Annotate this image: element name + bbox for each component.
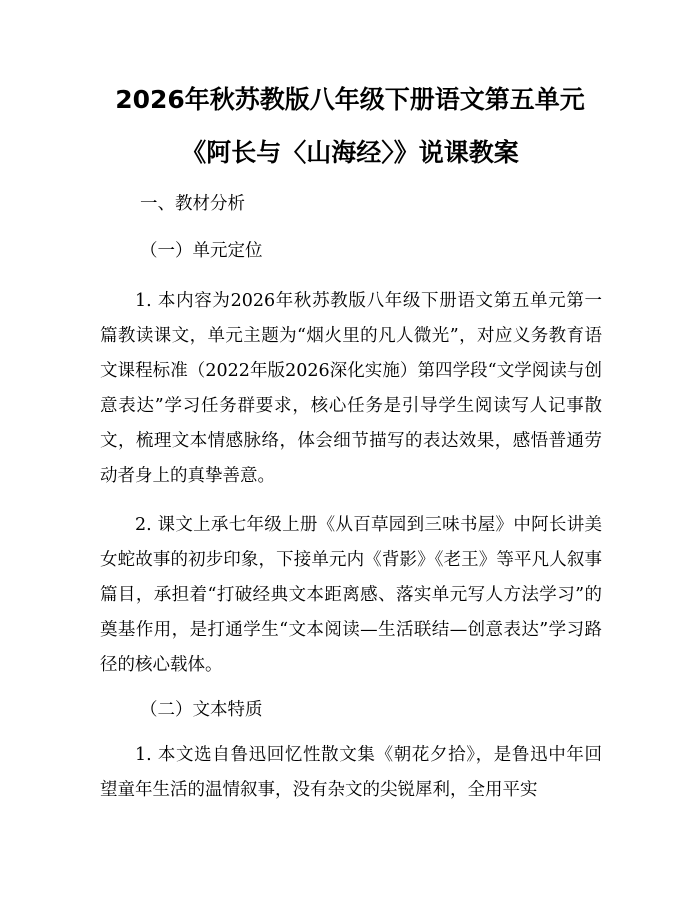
section-heading-teaching-material-analysis: 一、教材分析 [140, 194, 245, 214]
document-title-line2: 《阿长与〈山海经〉》说课教案 [181, 138, 519, 167]
subsection-heading-text-characteristics: （二）文本特质 [140, 700, 263, 720]
paragraph-unit-positioning-1: 1. 本内容为2026年秋苏教版八年级下册语文第五单元第一篇教读课文，单元主题为“烟火里的凡人微光”，对应义务教育语文课程标准（2022年版2026深化实施）第四学段“文学阅读与创意表达”学习任务群要求，核心任务是引导学生阅读写人记事散文，梳理文本情感脉络，体会细节描写的表达效果，感悟普通劳动者身上的真挚善意。 [100, 291, 602, 486]
paragraph-text-characteristics-1: 1. 本文选自鲁迅回忆性散文集《朝花夕拾》，是鲁迅中年回望童年生活的温情叙事，没有杂文的尖锐犀利，全用平实 [100, 745, 602, 800]
subsection-heading-unit-positioning: （一）单元定位 [140, 241, 263, 261]
document-title-line1: 2026年秋苏教版八年级下册语文第五单元 [115, 85, 585, 114]
paragraph-unit-positioning-2: 2. 课文上承七年级上册《从百草园到三味书屋》中阿长讲美女蛇故事的初步印象，下接单元内《背影》《老王》等平凡人叙事篇目，承担着“打破经典文本距离感、落实单元写人方法学习”的奠基作用，是打通学生“文本阅读—生活联结—创意表达”学习路径的核心载体。 [100, 515, 602, 675]
